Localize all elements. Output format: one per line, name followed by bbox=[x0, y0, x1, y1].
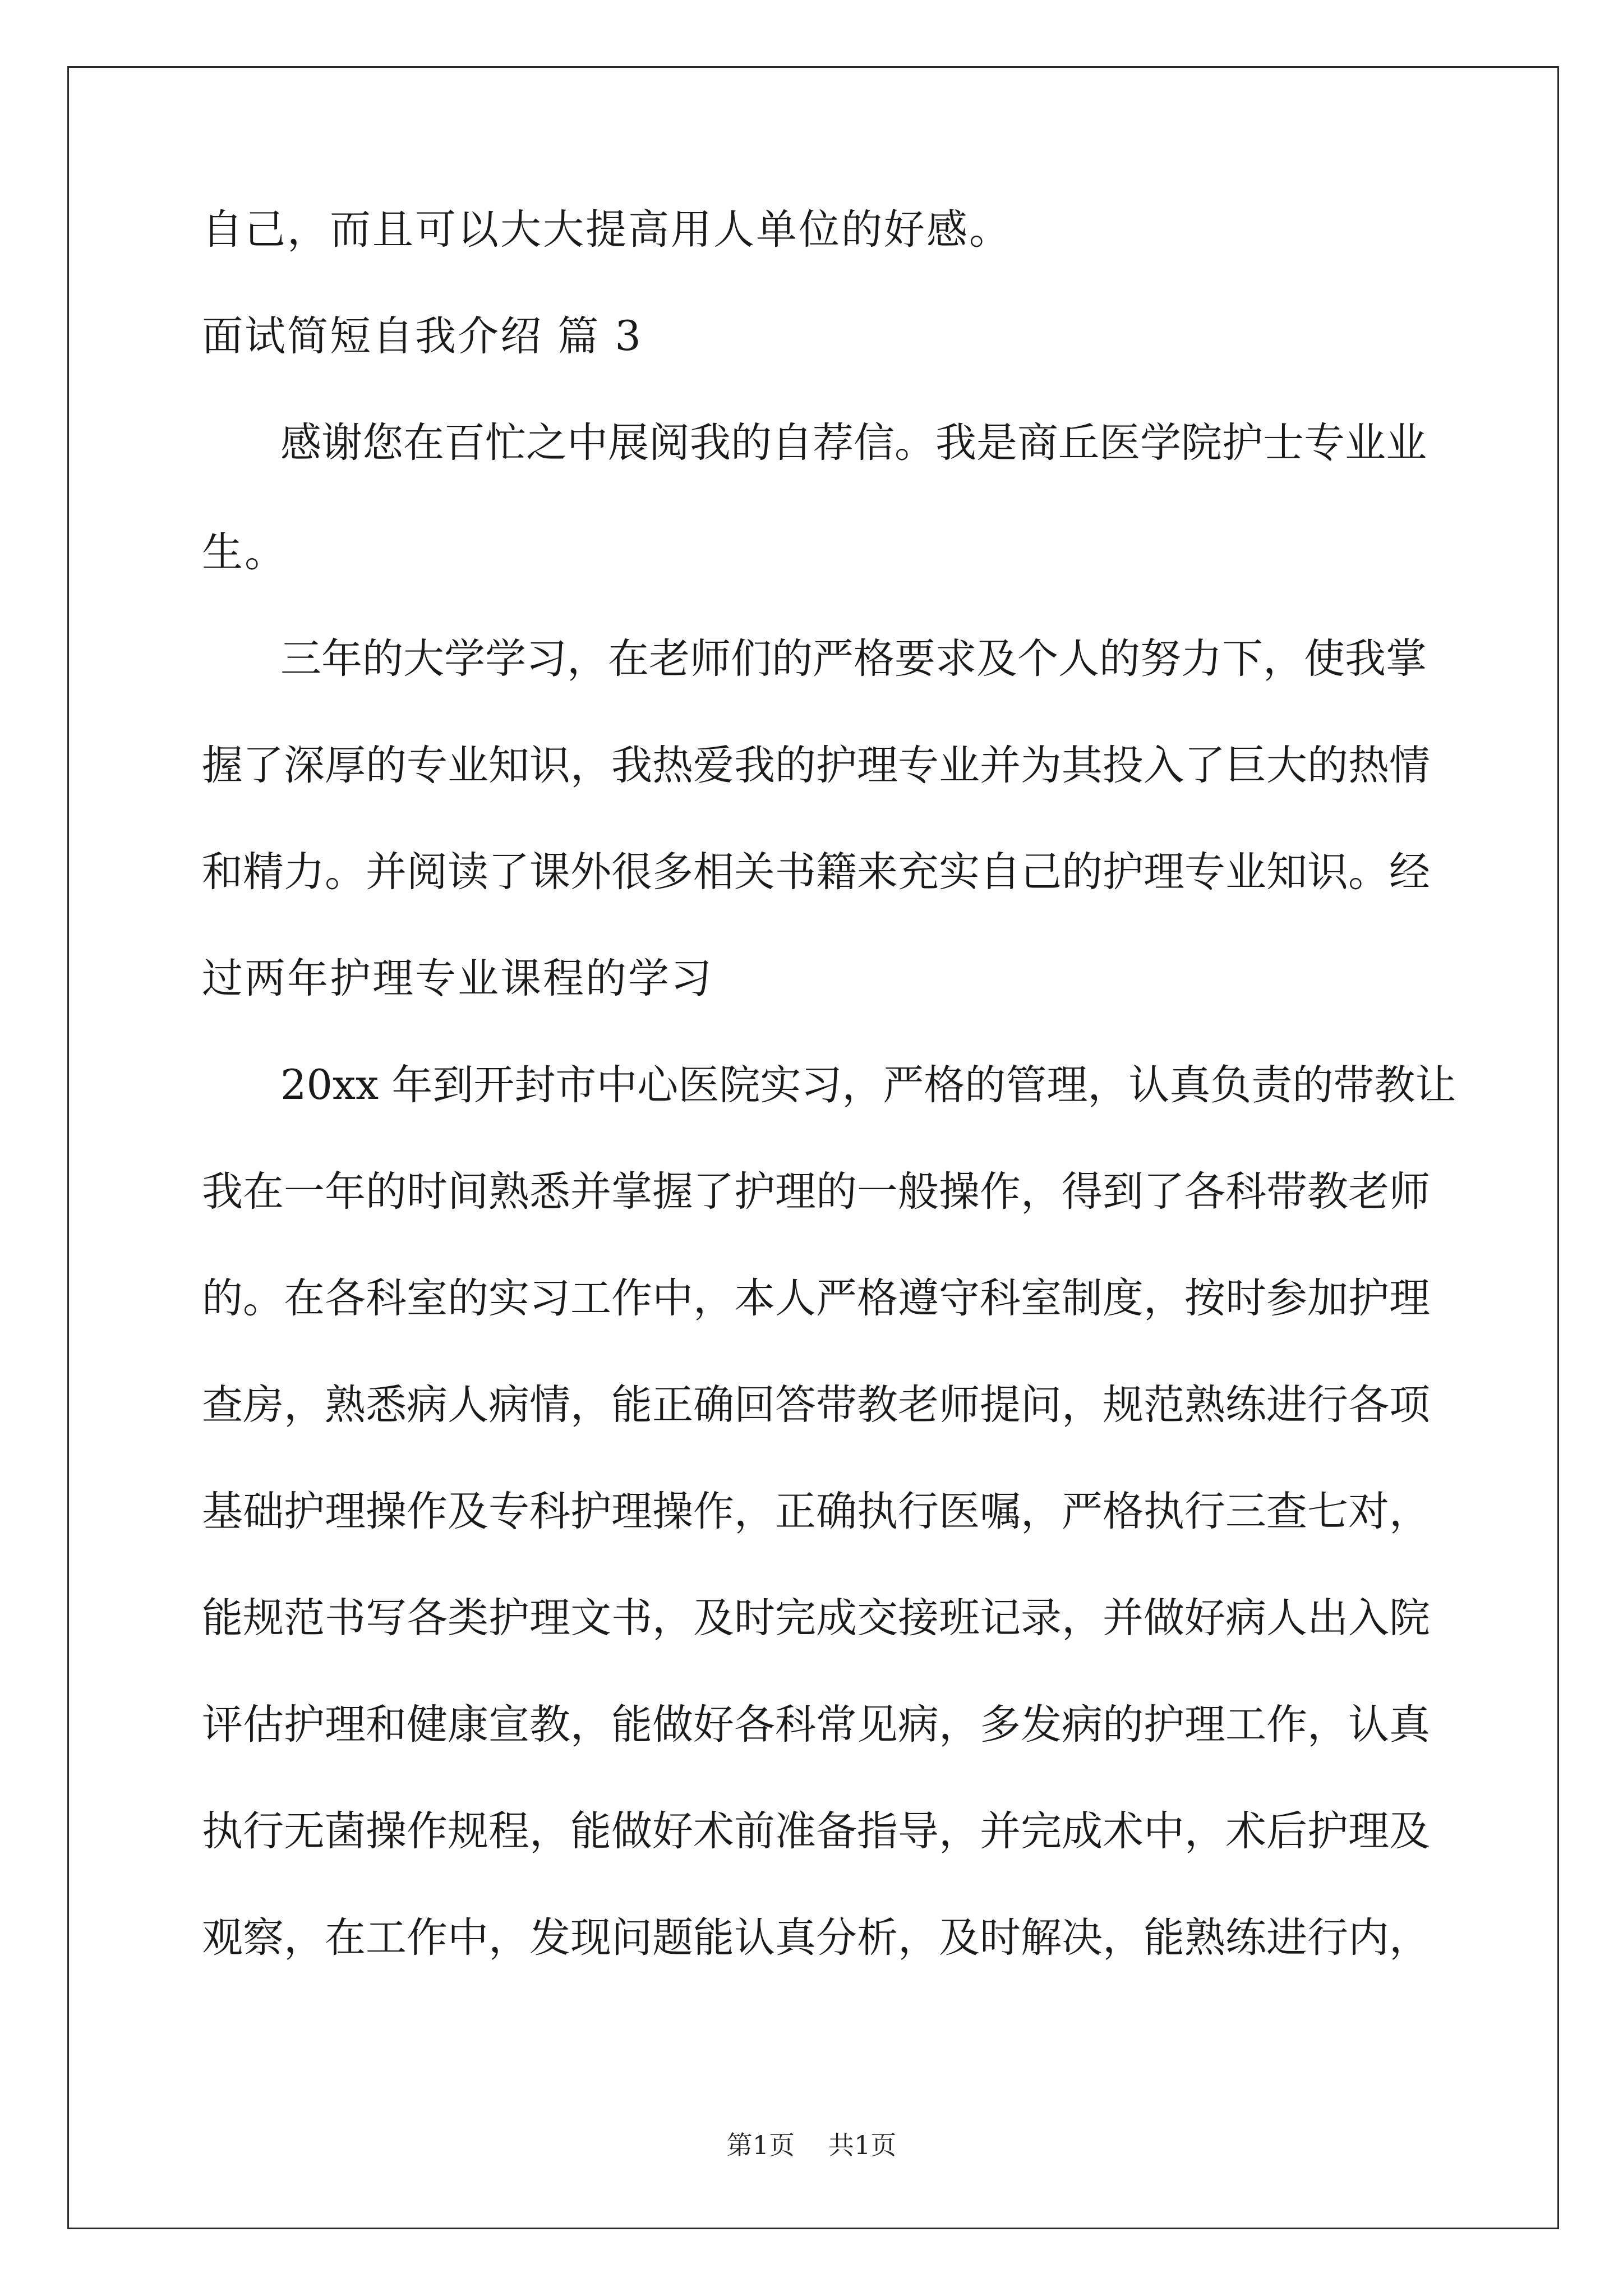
paragraph-line: 握了深厚的专业知识，我热爱我的护理专业并为其投入了巨大的热情 bbox=[202, 742, 1430, 789]
page-number: 第1页 bbox=[726, 2130, 795, 2160]
paragraph-line: 执行无菌操作规程，能做好术前准备指导，并完成术中，术后护理及 bbox=[202, 1807, 1430, 1855]
paragraph-line: 能规范书写各类护理文书，及时完成交接班记录，并做好病人出入院 bbox=[202, 1594, 1430, 1642]
page-border bbox=[67, 66, 1559, 2229]
page-footer bbox=[0, 2128, 1623, 2162]
paragraph-line: 自己，而且可以大大提高用人单位的好感。 bbox=[202, 206, 1012, 254]
paragraph-line: 评估护理和健康宣教，能做好各科常见病，多发病的护理工作，认真 bbox=[202, 1701, 1430, 1749]
section-heading: 面试简短自我介绍 篇 3 bbox=[202, 312, 643, 360]
paragraph-line: 生。 bbox=[202, 528, 287, 576]
paragraph-line: 过两年护理专业课程的学习 bbox=[202, 955, 713, 1002]
paragraph-line: 基础护理操作及专科护理操作，正确执行医嘱，严格执行三查七对， bbox=[202, 1488, 1430, 1535]
paragraph-line: 查房，熟悉病人病情，能正确回答带教老师提问，规范熟练进行各项 bbox=[202, 1381, 1430, 1429]
paragraph-line: 三年的大学学习，在老师们的严格要求及个人的努力下，使我掌 bbox=[280, 635, 1427, 683]
total-pages: 共1页 bbox=[828, 2130, 897, 2160]
paragraph-line: 观察，在工作中，发现问题能认真分析，及时解决，能熟练进行内， bbox=[202, 1914, 1430, 1962]
paragraph-line: 感谢您在百忙之中展阅我的自荐信。我是商丘医学院护士专业业 bbox=[280, 419, 1427, 467]
paragraph-line: 20xx 年到开封市中心医院实习，严格的管理，认真负责的带教让 bbox=[280, 1061, 1456, 1109]
paragraph-line: 的。在各科室的实习工作中，本人严格遵守科室制度，按时参加护理 bbox=[202, 1274, 1430, 1322]
paragraph-line: 我在一年的时间熟悉并掌握了护理的一般操作，得到了各科带教老师 bbox=[202, 1168, 1430, 1216]
paragraph-line: 和精力。并阅读了课外很多相关书籍来充实自己的护理专业知识。经 bbox=[202, 848, 1430, 896]
